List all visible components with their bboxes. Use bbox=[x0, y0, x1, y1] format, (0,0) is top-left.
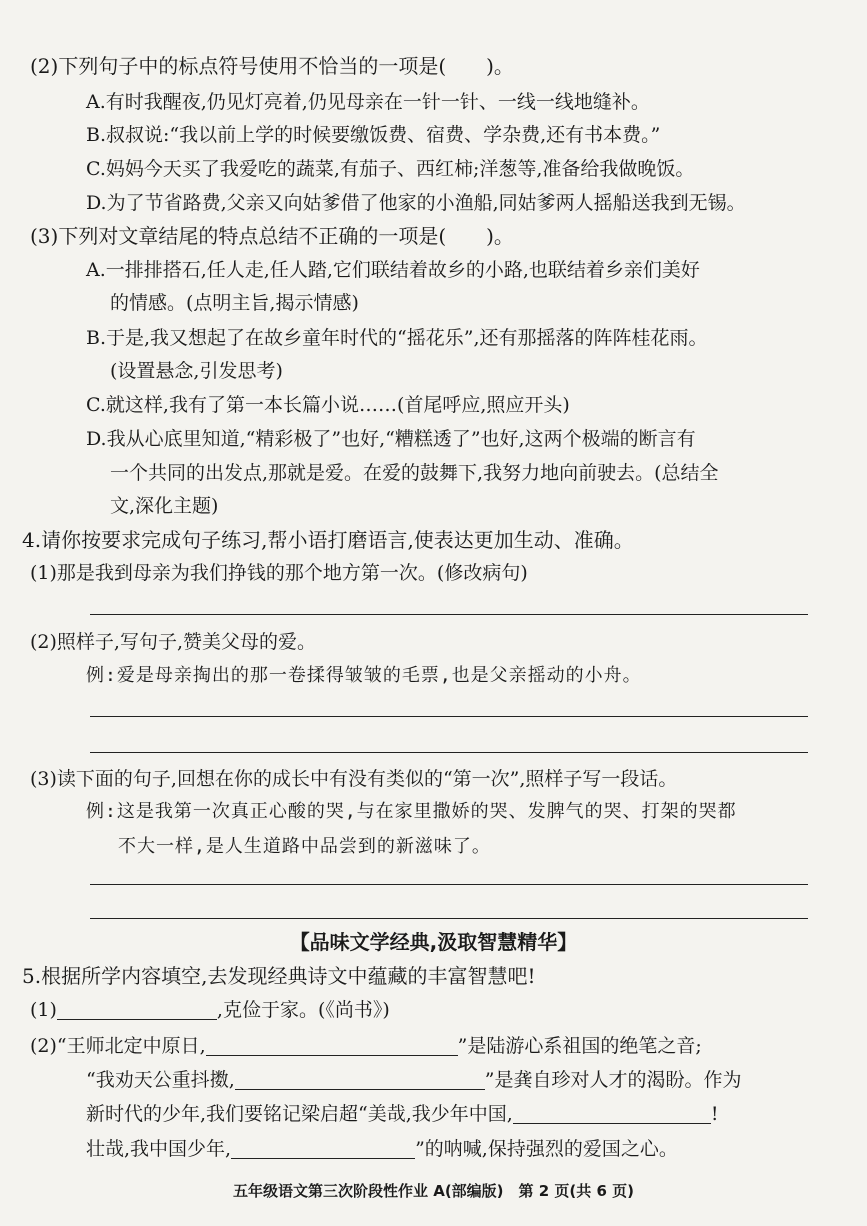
q3-option-a-line2: 的情感。(点明主旨,揭示情感) bbox=[110, 292, 359, 314]
q4-sub2-example: 例:爱是母亲掏出的那一卷揉得皱皱的毛票,也是父亲摇动的小舟。 bbox=[86, 665, 642, 686]
q4-sub1-answer-line[interactable] bbox=[90, 614, 808, 615]
q3-option-b-line2: (设置悬念,引发思考) bbox=[110, 360, 283, 382]
q5-sub2-text-b: ”是陆游心系祖国的绝笔之音; bbox=[457, 1035, 702, 1057]
q5-sub2-text-f: ! bbox=[710, 1103, 719, 1125]
q3-option-b-line1: B.于是,我又想起了在故乡童年时代的“摇花乐”,还有那摇落的阵阵桂花雨。 bbox=[86, 327, 708, 349]
q5-sub2-text-e: 新时代的少年,我们要铭记梁启超“美哉,我少年中国, bbox=[86, 1103, 513, 1125]
q5-sub2-blank1[interactable] bbox=[206, 1035, 458, 1056]
q5-sub1-text: ,克俭于家。(《尚书》) bbox=[216, 999, 390, 1021]
q2-option-c: C.妈妈今天买了我爱吃的蔬菜,有茄子、西红柿;洋葱等,准备给我做晚饭。 bbox=[86, 158, 695, 180]
q5-sub2-line4 bbox=[86, 1135, 678, 1163]
q2-option-b: B.叔叔说:“我以前上学的时候要缴饭费、宿费、学杂费,还有书本费。” bbox=[86, 124, 661, 146]
q4-stem: 4.请你按要求完成句子练习,帮小语打磨语言,使表达更加生动、准确。 bbox=[22, 528, 634, 552]
q4-sub3-example-line1: 例:这是我第一次真正心酸的哭,与在家里撒娇的哭、发脾气的哭、打架的哭都 bbox=[86, 801, 737, 822]
q4-sub3-answer-line1[interactable] bbox=[90, 884, 808, 885]
q3-option-d-line1: D.我从心底里知道,“精彩极了”也好,“糟糕透了”也好,这两个极端的断言有 bbox=[86, 428, 696, 450]
section-heading: 【品味文学经典,汲取智慧精华】 bbox=[289, 930, 578, 954]
q5-sub2-line3 bbox=[86, 1100, 718, 1128]
q5-sub2-line2 bbox=[86, 1066, 741, 1094]
q5-sub2-text-a: (2)“王师北定中原日, bbox=[30, 1035, 206, 1057]
q5-sub1 bbox=[30, 996, 390, 1024]
q5-stem: 5.根据所学内容填空,去发现经典诗文中蕴藏的丰富智慧吧! bbox=[22, 964, 536, 988]
q3-stem: (3)下列对文章结尾的特点总结不正确的一项是( )。 bbox=[30, 224, 514, 248]
q4-sub3-example-line2: 不大一样,是人生道路中品尝到的新滋味了。 bbox=[118, 836, 491, 857]
q5-sub2-text-c: “我劝天公重抖擞, bbox=[86, 1069, 235, 1091]
q2-stem: (2)下列句子中的标点符号使用不恰当的一项是( )。 bbox=[30, 54, 514, 78]
q4-sub1: (1)那是我到母亲为我们挣钱的那个地方第一次。(修改病句) bbox=[30, 562, 528, 584]
q5-sub2-blank4[interactable] bbox=[231, 1138, 415, 1159]
q5-sub2-text-h: ”的呐喊,保持强烈的爱国之心。 bbox=[415, 1138, 678, 1160]
q2-option-a: A.有时我醒夜,仍见灯亮着,仍见母亲在一针一针、一线一线地缝补。 bbox=[86, 91, 650, 113]
q5-sub2-text-g: 壮哉,我中国少年, bbox=[86, 1138, 232, 1160]
q4-sub3-answer-line2[interactable] bbox=[90, 918, 808, 919]
q4-sub2-answer-line2[interactable] bbox=[90, 752, 808, 753]
q5-sub1-blank[interactable] bbox=[57, 999, 217, 1020]
q5-sub2-line1 bbox=[30, 1032, 702, 1060]
q3-option-d-line3: 文,深化主题) bbox=[110, 495, 219, 517]
q3-option-d-line2: 一个共同的出发点,那就是爱。在爱的鼓舞下,我努力地向前驶去。(总结全 bbox=[110, 462, 719, 484]
q5-sub1-number: (1) bbox=[30, 999, 57, 1021]
q5-sub2-text-d: ”是龚自珍对人才的渴盼。作为 bbox=[484, 1069, 742, 1091]
q5-sub2-blank2[interactable] bbox=[235, 1069, 485, 1090]
q3-option-c: C.就这样,我有了第一本长篇小说……(首尾呼应,照应开头) bbox=[86, 394, 570, 416]
q4-sub3: (3)读下面的句子,回想在你的成长中有没有类似的“第一次”,照样子写一段话。 bbox=[30, 768, 678, 790]
q4-sub2-answer-line1[interactable] bbox=[90, 716, 808, 717]
q2-option-d: D.为了节省路费,父亲又向姑爹借了他家的小渔船,同姑爹两人摇船送我到无锡。 bbox=[86, 192, 746, 214]
q5-sub2-blank3[interactable] bbox=[513, 1103, 711, 1124]
q4-sub2: (2)照样子,写句子,赞美父母的爱。 bbox=[30, 631, 316, 653]
q3-option-a-line1: A.一排排搭石,任人走,任人踏,它们联结着故乡的小路,也联结着乡亲们美好 bbox=[86, 259, 700, 281]
page-footer: 五年级语文第三次阶段性作业 A(部编版) 第 2 页(共 6 页) bbox=[232, 1182, 635, 1200]
